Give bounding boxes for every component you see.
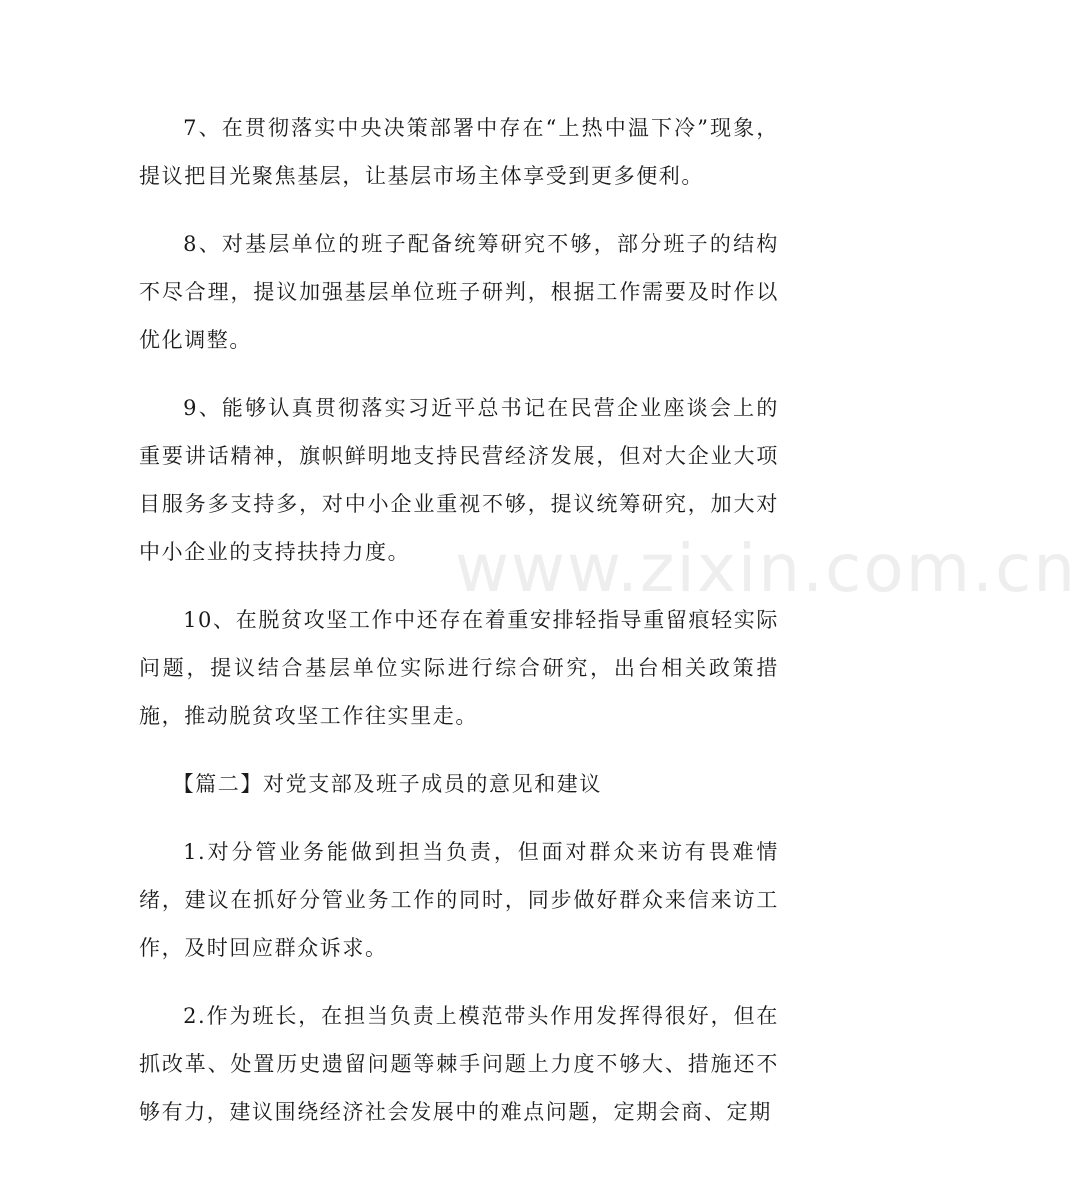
watermark: www.zixin.com.cn xyxy=(455,530,1077,607)
paragraph-item-9: 9、能够认真贯彻落实习近平总书记在民营企业座谈会上的重要讲话精神，旗帜鲜明地支持民营经济发展，但对大企业大项目服务多支持多，对中小企业重视不够，提议统筹研究，加大对中小企业的支持扶持力度。 xyxy=(139,396,779,564)
document-body xyxy=(139,104,779,1156)
section-item-1: 1.对分管业务能做到担当负责，但面对群众来访有畏难情绪，建议在抓好分管业务工作的同时，同步做好群众来信来访工作，及时回应群众诉求。 xyxy=(139,840,779,960)
section-item-2: 2.作为班长，在担当负责上模范带头作用发挥得很好，但在抓改革、处置历史遗留问题等棘手问题上力度不够大、措施还不够有力，建议围绕经济社会发展中的难点问题，定期会商、定期 xyxy=(139,1004,779,1124)
section-heading: 【篇二】对党支部及班子成员的意见和建议 xyxy=(172,772,602,796)
paragraph-item-8: 8、对基层单位的班子配备统筹研究不够，部分班子的结构不尽合理，提议加强基层单位班子研判，根据工作需要及时作以优化调整。 xyxy=(139,232,779,352)
paragraph-item-7: 7、在贯彻落实中央决策部署中存在“上热中温下冷”现象，提议把目光聚焦基层，让基层市场主体享受到更多便利。 xyxy=(139,116,779,188)
paragraph-item-10: 10、在脱贫攻坚工作中还存在着重安排轻指导重留痕轻实际问题，提议结合基层单位实际进行综合研究，出台相关政策措施，推动脱贫攻坚工作往实里走。 xyxy=(139,608,779,728)
